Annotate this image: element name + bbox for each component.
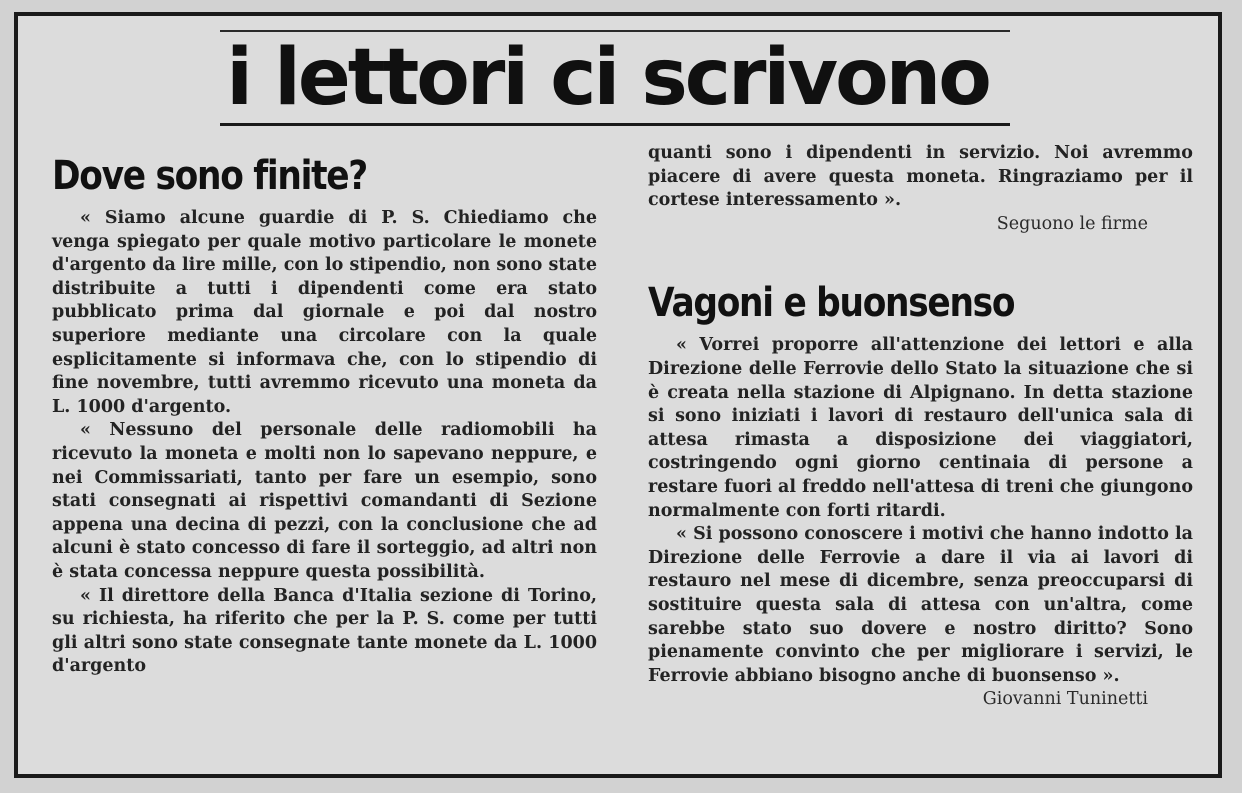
letter1-headline: Dove sono finite? [52, 153, 367, 199]
letter2-headline: Vagoni e buonsenso [648, 280, 1015, 327]
letter1-paragraph-2: « Nessuno del personale delle radiomobili ha ricevuto la moneta e molti non lo sapevano neppure, e nei Commissariati, tanto per fare un esempio, sono stati consegnati ai rispettivi comandanti di Sezione appena una decina di pezzi, con la conclusione che ad alcuni è stato concesso di fare il sorteggio, ad altri non è stata concessa neppure questa possibilità. [52, 420, 597, 582]
column-gap [648, 236, 1193, 272]
masthead-top-rule [220, 30, 1010, 32]
letter1-paragraph-3: « Il direttore della Banca d'Italia sezione di Torino, su richiesta, ha riferito che per la P. S. come per tutti gli altri sono state consegnate tante monete da L. 1000 d'argento [52, 585, 597, 677]
letter1-continuation: quanti sono i dipendenti in servizio. Noi avremmo piacere di avere questa moneta. Ringraziamo per il cortese interessamento ». [648, 143, 1193, 211]
right-column [648, 142, 1193, 712]
letter2-paragraph-1: « Vorrei proporre all'attenzione dei lettori e alla Direzione delle Ferrovie dello Stato la situazione che si è creata nella stazione di Alpignano. In detta stazione si sono iniziati i lavori di restauro dell'unica sala di attesa rimasta a disposizione dei viaggiatori, costringendo ogni giorno centinaia di persone a restare fuori al freddo nell'attesa di treni che giungono normalmente con forti ritardi. [648, 335, 1193, 521]
letter1-signature: Seguono le firme [996, 213, 1148, 234]
masthead-title: i lettori ci scrivono [226, 33, 989, 123]
letter2-paragraph-2: « Si possono conoscere i motivi che hanno indotto la Direzione delle Ferrovie a dare il via ai lavori di restauro nel mese di dicembre, senza preoccuparsi di sostituire questa sala di attesa con un'altra, come sarebbe stato suo dovere e nostro diritto? Sono pienamente convinto che per migliorare i servizi, le Ferrovie abbiano bisogno anche di buonsenso ». [648, 524, 1193, 686]
letter1-paragraph-1: « Siamo alcune guardie di P. S. Chiediamo che venga spiegato per quale motivo particolare le monete d'argento da lire mille, con lo stipendio, non sono state distribuite a tutti i dipendenti come era stato pubblicato prima dal giornale e poi dal nostro superiore mediante una circolare con la quale esplicitamente si informava che, con lo stipendio di fine novembre, tutti avremmo ricevuto una moneta da L. 1000 d'argento. [52, 208, 597, 417]
left-column [52, 145, 597, 679]
masthead [205, 26, 1010, 126]
letter2-signature: Giovanni Tuninetti [982, 689, 1148, 710]
masthead-bottom-rule [220, 123, 1010, 126]
